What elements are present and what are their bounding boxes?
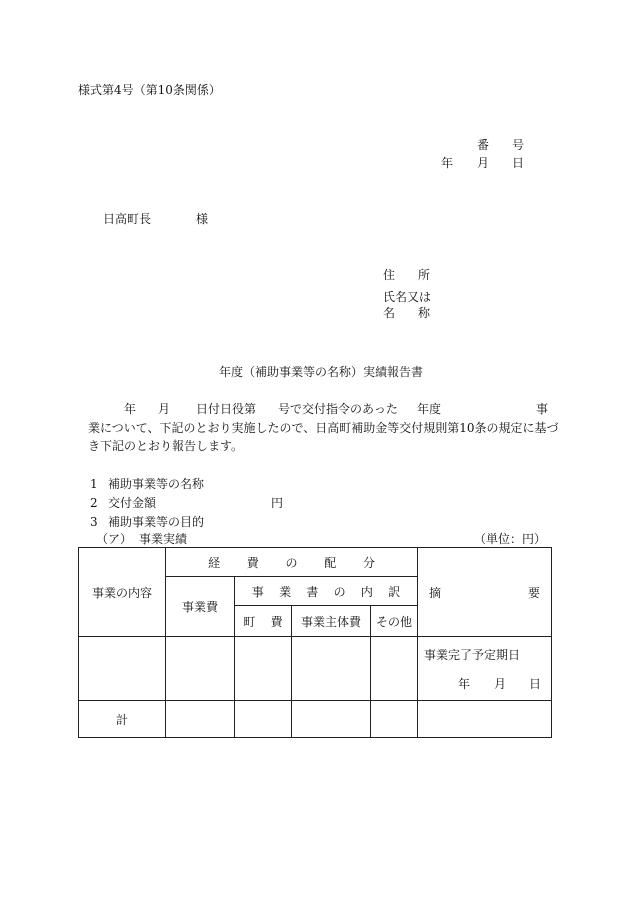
sub-item-text: 事業実績 [139,532,188,546]
cell-town-expense-entry[interactable] [235,637,292,701]
header-other: その他 [371,606,418,637]
item-1-text: 補助事業等の名称 [108,477,205,491]
addressee-title: 日高町長 [103,212,152,226]
header-operator-expense: 事業主体費 [292,606,371,637]
form-label: 様式第4号（第10条関係） [78,83,221,97]
item-2-unit: 円 [271,496,284,510]
header-project-content: 事業の内容 [79,548,166,637]
unit-note: （単位：円） [474,532,547,546]
body-month: 月 [158,402,171,416]
body-line-1 [88,400,550,419]
total-other[interactable] [371,701,418,738]
item-1-number: 1 [90,477,98,491]
body-line-2: 業について、下記のとおり実施したので、日高町補助金等交付規則第10条の規定に基づ [88,420,559,435]
number-char-ban: 番 [477,138,490,152]
total-label: 計 [79,701,166,738]
total-town-expense[interactable] [235,701,292,738]
address-char-2: 所 [418,268,431,282]
cell-operator-expense-entry[interactable] [292,637,371,701]
header-breakdown: 事 業 書 の 内 訳 [235,577,418,606]
performance-table [78,547,552,738]
name-label-line1: 氏名又は [383,290,432,304]
document-title: 年度（補助事業等の名称）実績報告書 [219,365,424,379]
addressee-honorific: 様 [196,212,209,226]
completion-date: 年 月 日 [458,677,542,691]
body-year: 年 [124,402,137,416]
header-expense-allocation: 経 費 の 配 分 [166,548,418,577]
body-line1-end: 事 [536,402,549,416]
total-operator-expense[interactable] [292,701,371,738]
cell-remarks-entry [418,637,552,701]
body-date-suffix: 日付日役第 [196,402,257,416]
item-2-number: 2 [90,496,98,510]
header-remarks: 摘 要 [418,548,552,637]
report-body [88,400,559,456]
total-project-cost[interactable] [166,701,235,738]
header-town-expense: 町 費 [235,606,292,637]
body-fiscal-year: 年度 [417,402,442,416]
item-3-number: 3 [90,515,98,529]
body-line-3: き下記のとおり報告します。 [88,439,244,453]
number-char-go: 号 [512,138,525,152]
date-month: 月 [477,156,490,170]
cell-other-entry[interactable] [371,637,418,701]
date-day: 日 [512,156,525,170]
cell-project-cost-entry[interactable] [166,637,235,701]
sub-item-label: （ア） [96,532,133,546]
name-char-1: 名 [383,306,396,320]
body-number-phrase: 号で交付指令のあった [278,402,398,416]
date-year: 年 [441,156,454,170]
cell-content-entry[interactable] [79,637,166,701]
item-2-text: 交付金額 [108,496,157,510]
completion-label: 事業完了予定期日 [424,648,521,662]
item-3-text: 補助事業等の目的 [108,515,205,529]
address-char-1: 住 [383,268,396,282]
name-char-2: 称 [418,306,431,320]
header-project-cost: 事業費 [166,577,235,637]
total-remarks[interactable] [418,701,552,738]
